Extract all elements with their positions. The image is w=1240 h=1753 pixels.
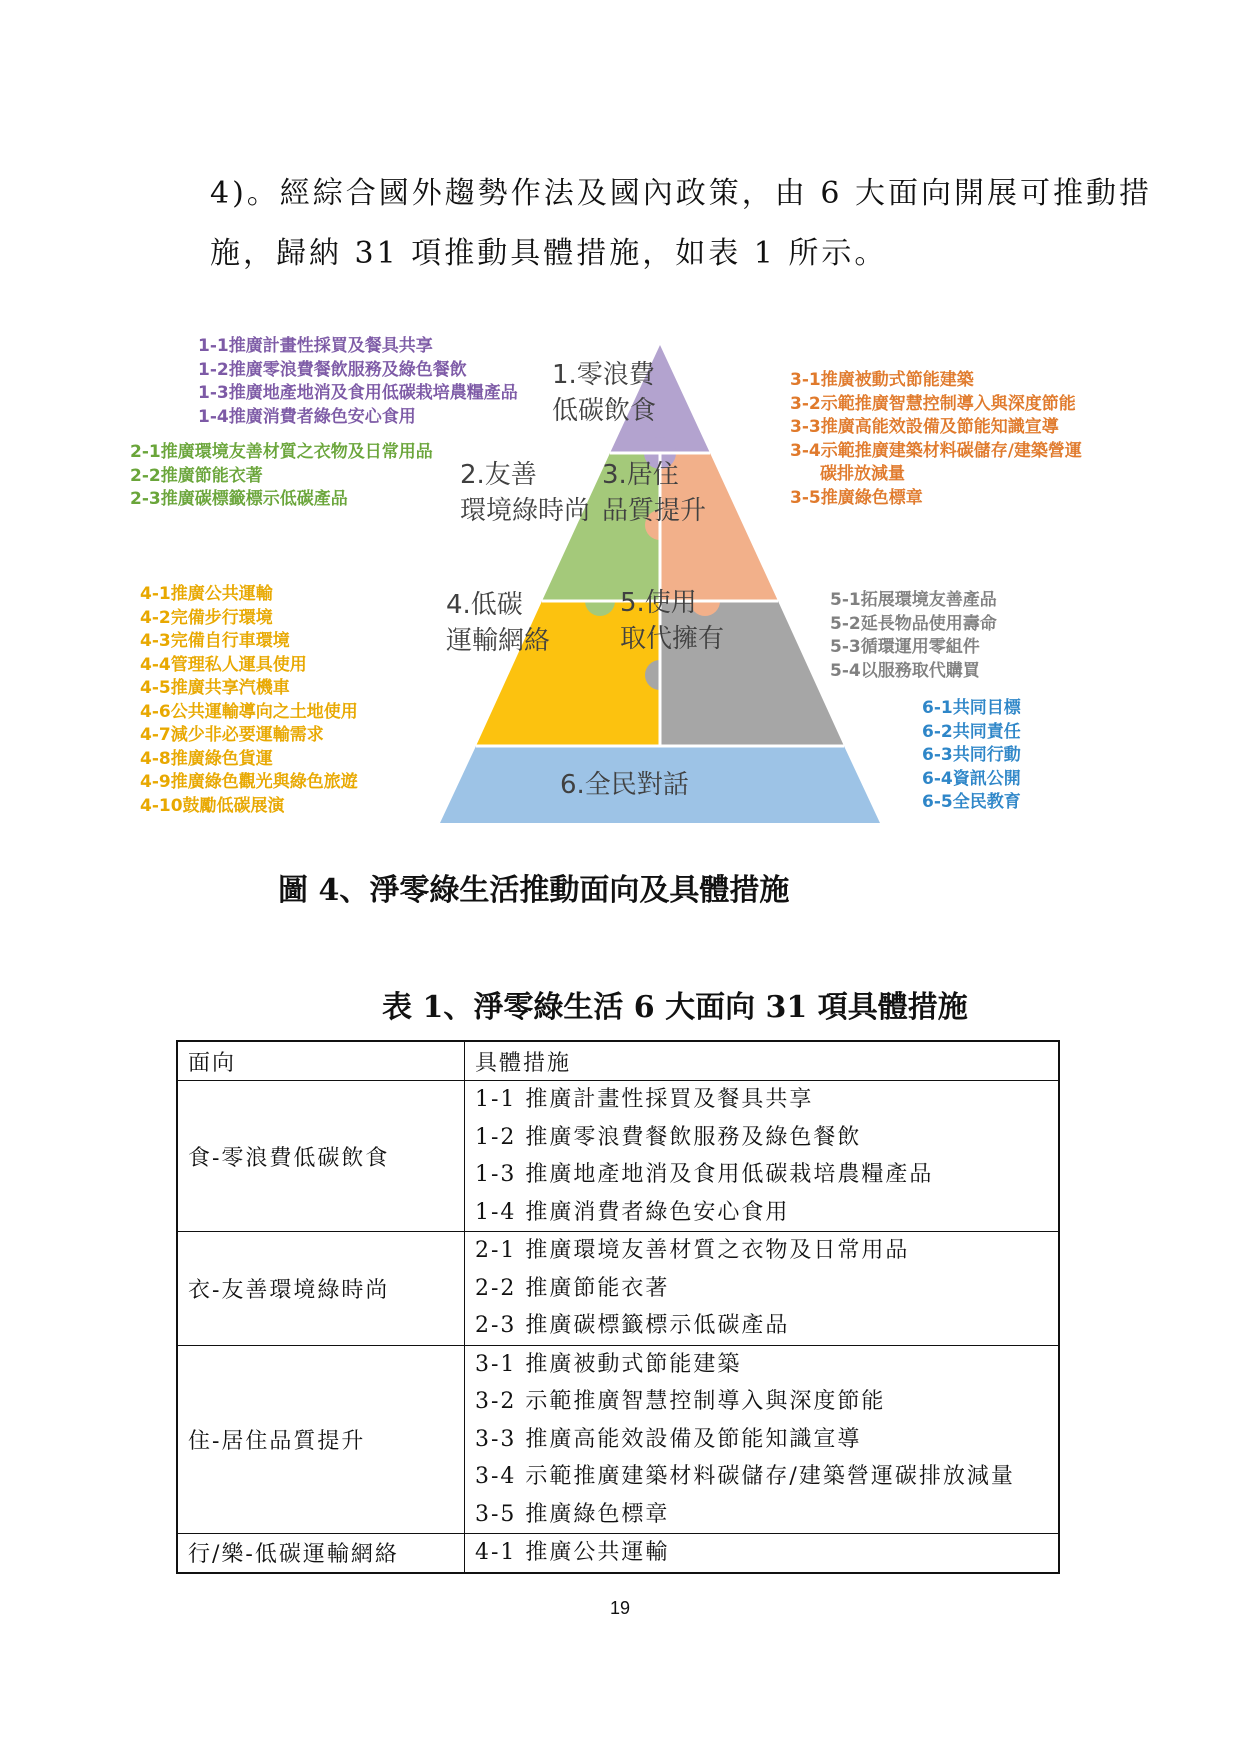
- labels-group-4: 4-1推廣公共運輸 4-2完備步行環境 4-3完備自行車環境 4-4管理私人運具使用 4-5推廣共享汽機車 4-6公共運輸導向之土地使用 4-7減少非必要運輸需求 4-8推廣綠色貨運 4-9推廣綠色觀光與綠色旅遊 4-10鼓勵低碳展演: [140, 584, 358, 816]
- pyramid-figure: [120, 335, 1140, 835]
- measure-item: 1-4 推廣消費者綠色安心食用: [475, 1199, 790, 1225]
- measures-cell: [465, 1345, 1060, 1534]
- labels-group-3: 3-1推廣被動式節能建築 3-2示範推廣智慧控制導入與深度節能 3-3推廣高能效設備及節能知識宣導 3-4示範推廣建築材料碳儲存/建築營運 碳排放減量 3-5推廣綠色標章: [790, 370, 1082, 508]
- table-row: [177, 1081, 1059, 1232]
- category-cell: 食-零浪費低碳飲食: [177, 1081, 465, 1232]
- measure-item: 4-1 推廣公共運輸: [475, 1540, 670, 1565]
- figure-caption: 圖 4、淨零綠生活推動面向及具體措施: [278, 873, 790, 908]
- table-header-row: [177, 1041, 1059, 1081]
- page-number: 19: [609, 1598, 631, 1618]
- measure-item: 2-2 推廣節能衣著: [475, 1275, 670, 1301]
- table-row: [177, 1232, 1059, 1346]
- measure-item: 3-3 推廣高能效設備及節能知識宣導: [475, 1426, 862, 1452]
- labels-group-5: 5-1拓展環境友善產品 5-2延長物品使用壽命 5-3循環運用零組件 5-4以服務取代購買: [830, 590, 997, 681]
- pyramid-label-6: 6.全民對話: [560, 770, 689, 800]
- measures-cell: [465, 1232, 1060, 1346]
- category-cell: 行/樂-低碳運輸網絡: [177, 1534, 465, 1573]
- labels-group-6: 6-1共同目標 6-2共同責任 6-3共同行動 6-4資訊公開 6-5全民教育: [922, 698, 1021, 812]
- table-header-cell: 具體措施: [465, 1041, 1060, 1081]
- measure-item: 3-4 示範推廣建築材料碳儲存/建築營運碳排放減量: [475, 1464, 1015, 1489]
- measure-item: 1-1 推廣計畫性採買及餐具共享: [475, 1087, 814, 1112]
- measure-item: 3-2 示範推廣智慧控制導入與深度節能: [475, 1389, 886, 1414]
- table-row: [177, 1534, 1059, 1573]
- intro-paragraph-line-2: 施，歸納 31 項推動具體措施，如表 1 所示。: [210, 236, 888, 271]
- measures-cell: [465, 1081, 1060, 1232]
- measure-item: 3-5 推廣綠色標章: [475, 1501, 670, 1527]
- measures-cell: [465, 1534, 1060, 1573]
- labels-group-2: 2-1推廣環境友善材質之衣物及日常用品 2-2推廣節能衣著 2-3推廣碳標籤標示低碳產品: [130, 442, 433, 509]
- measure-item: 2-3 推廣碳標籤標示低碳產品: [475, 1313, 790, 1338]
- measure-item: 1-2 推廣零浪費餐飲服務及綠色餐飲: [475, 1124, 862, 1150]
- pyramid-label-2: 2.友善 環境綠時尚: [460, 460, 591, 526]
- intro-paragraph-line-1: 4)。經綜合國外趨勢作法及國內政策，由 6 大面向開展可推動措: [210, 176, 1152, 211]
- measure-item: 2-1 推廣環境友善材質之衣物及日常用品: [475, 1238, 910, 1263]
- measure-item: 1-3 推廣地產地消及食用低碳栽培農糧產品: [475, 1162, 934, 1187]
- pyramid-label-3: 3.居住 品質提升: [602, 460, 707, 526]
- measure-item: 3-1 推廣被動式節能建築: [475, 1351, 742, 1377]
- category-cell: 衣-友善環境綠時尚: [177, 1232, 465, 1346]
- pyramid-label-4: 4.低碳 運輸網絡: [446, 590, 551, 656]
- table-row: [177, 1345, 1059, 1534]
- category-cell: 住-居住品質提升: [177, 1345, 465, 1534]
- pyramid-label-5: 5.使用 取代擁有: [620, 588, 725, 654]
- measures-table: [176, 1040, 1060, 1574]
- labels-group-1: 1-1推廣計畫性採買及餐具共享 1-2推廣零浪費餐飲服務及綠色餐飲 1-3推廣地產地消及食用低碳栽培農糧產品 1-4推廣消費者綠色安心食用: [198, 336, 518, 427]
- pyramid-label-1: 1.零浪費 低碳飲食: [552, 360, 657, 426]
- table-header-cell: 面向: [177, 1041, 465, 1081]
- table-caption: 表 1、淨零綠生活 6 大面向 31 項具體措施: [382, 990, 968, 1025]
